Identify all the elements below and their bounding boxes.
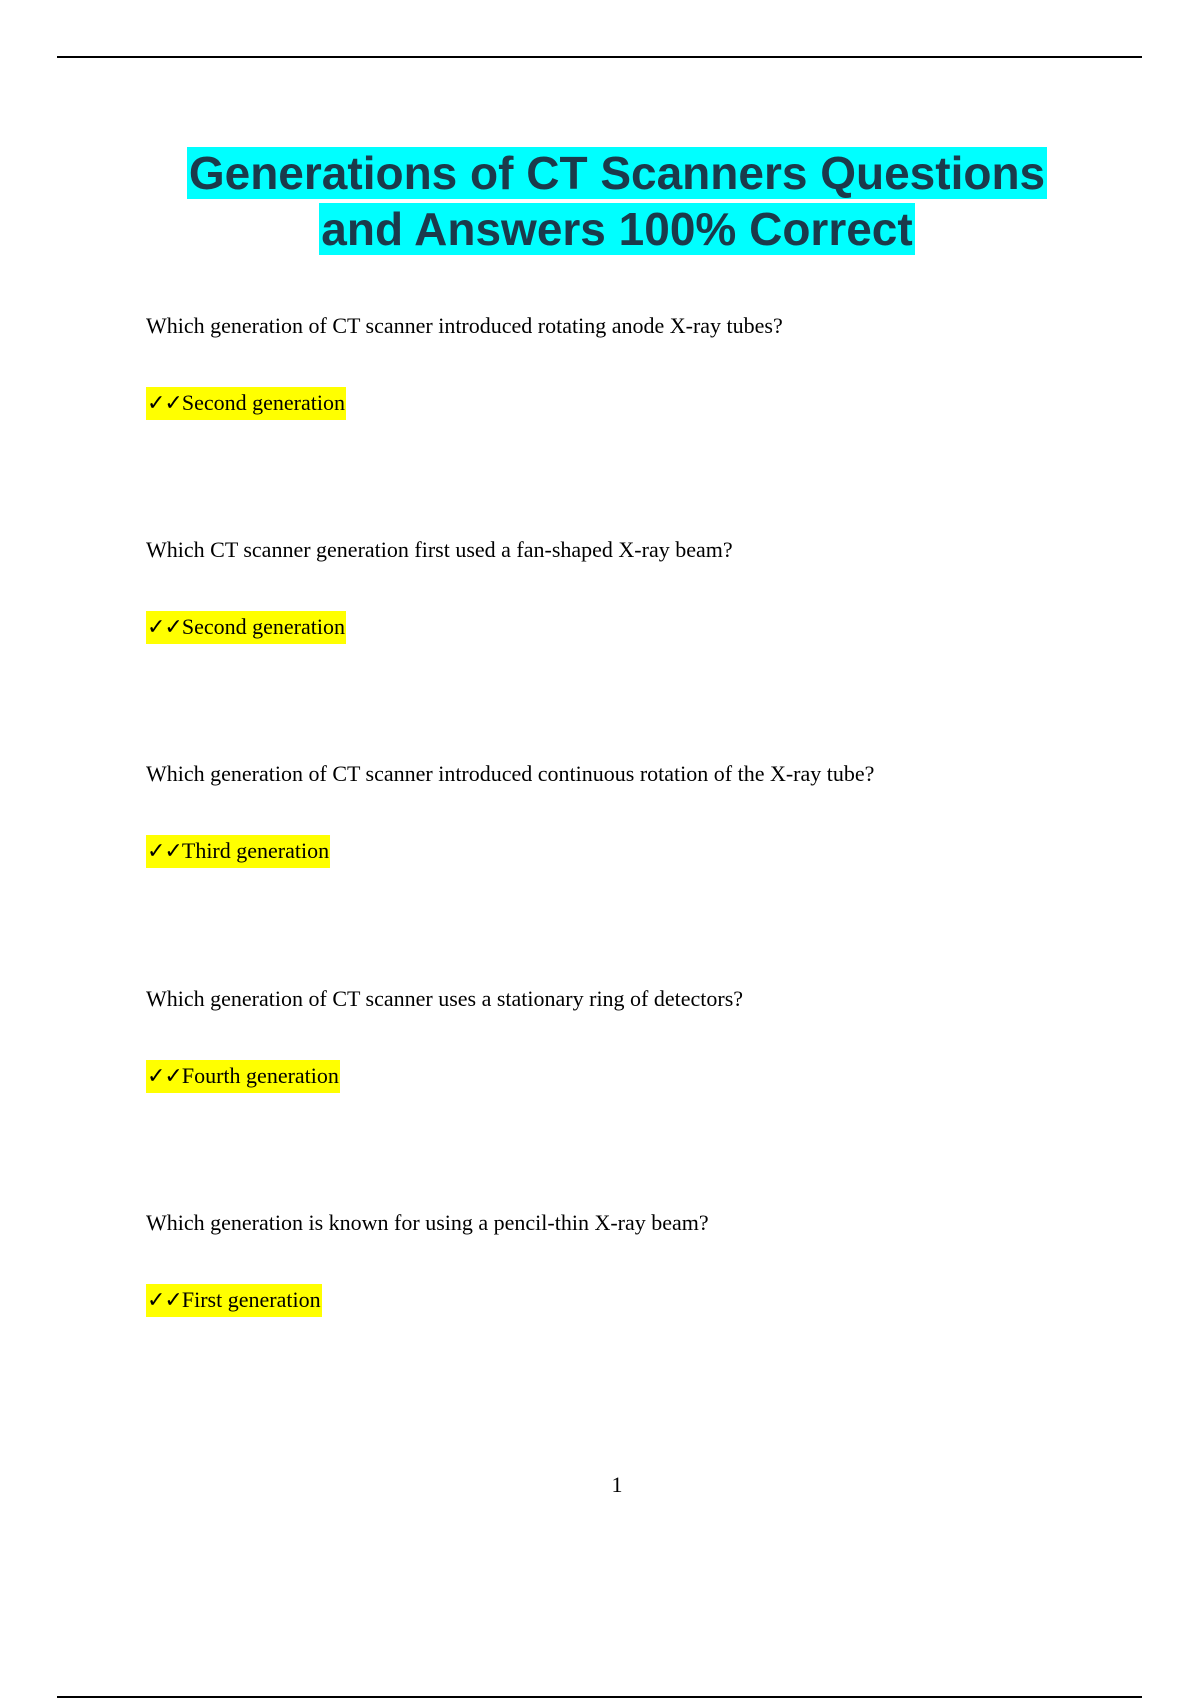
- answer-highlight: [146, 611, 346, 644]
- header-rule: [57, 56, 1142, 58]
- document-title: [0, 145, 1200, 257]
- question-text: Which generation of CT scanner introduced continuous rotation of the X-ray tube?: [146, 761, 875, 786]
- qa-item-4: [146, 985, 1146, 1093]
- qa-item-2: [146, 536, 1146, 644]
- answer-highlight: [146, 1284, 322, 1317]
- check-icon: ✓✓: [147, 391, 182, 416]
- answer-highlight: [146, 835, 330, 868]
- answer-text: Second generation: [181, 390, 345, 415]
- check-icon: ✓✓: [147, 839, 182, 864]
- check-icon: ✓✓: [147, 615, 182, 640]
- qa-item-3: [146, 760, 1146, 868]
- footer-rule: [57, 1696, 1142, 1698]
- question-text: Which generation of CT scanner introduced rotating anode X-ray tubes?: [146, 313, 783, 338]
- answer-text: First generation: [181, 1287, 321, 1312]
- question-text: Which generation of CT scanner uses a stationary ring of detectors?: [146, 986, 744, 1011]
- question-text: Which generation is known for using a pencil-thin X-ray beam?: [146, 1210, 709, 1235]
- check-icon: ✓✓: [147, 1288, 182, 1313]
- qa-item-1: [146, 312, 1146, 420]
- question-text: Which CT scanner generation first used a fan-shaped X-ray beam?: [146, 537, 733, 562]
- qa-item-5: [146, 1209, 1146, 1317]
- title-line-1: Generations of CT Scanners Questions: [188, 147, 1046, 199]
- answer-text: Third generation: [181, 838, 330, 863]
- title-line-2: and Answers 100% Correct: [321, 203, 913, 255]
- check-icon: ✓✓: [147, 1064, 182, 1089]
- answer-highlight: [146, 1060, 340, 1093]
- answer-text: Second generation: [181, 614, 345, 639]
- answer-text: Fourth generation: [181, 1063, 339, 1088]
- answer-highlight: [146, 387, 346, 420]
- page-number: 1: [611, 1472, 623, 1497]
